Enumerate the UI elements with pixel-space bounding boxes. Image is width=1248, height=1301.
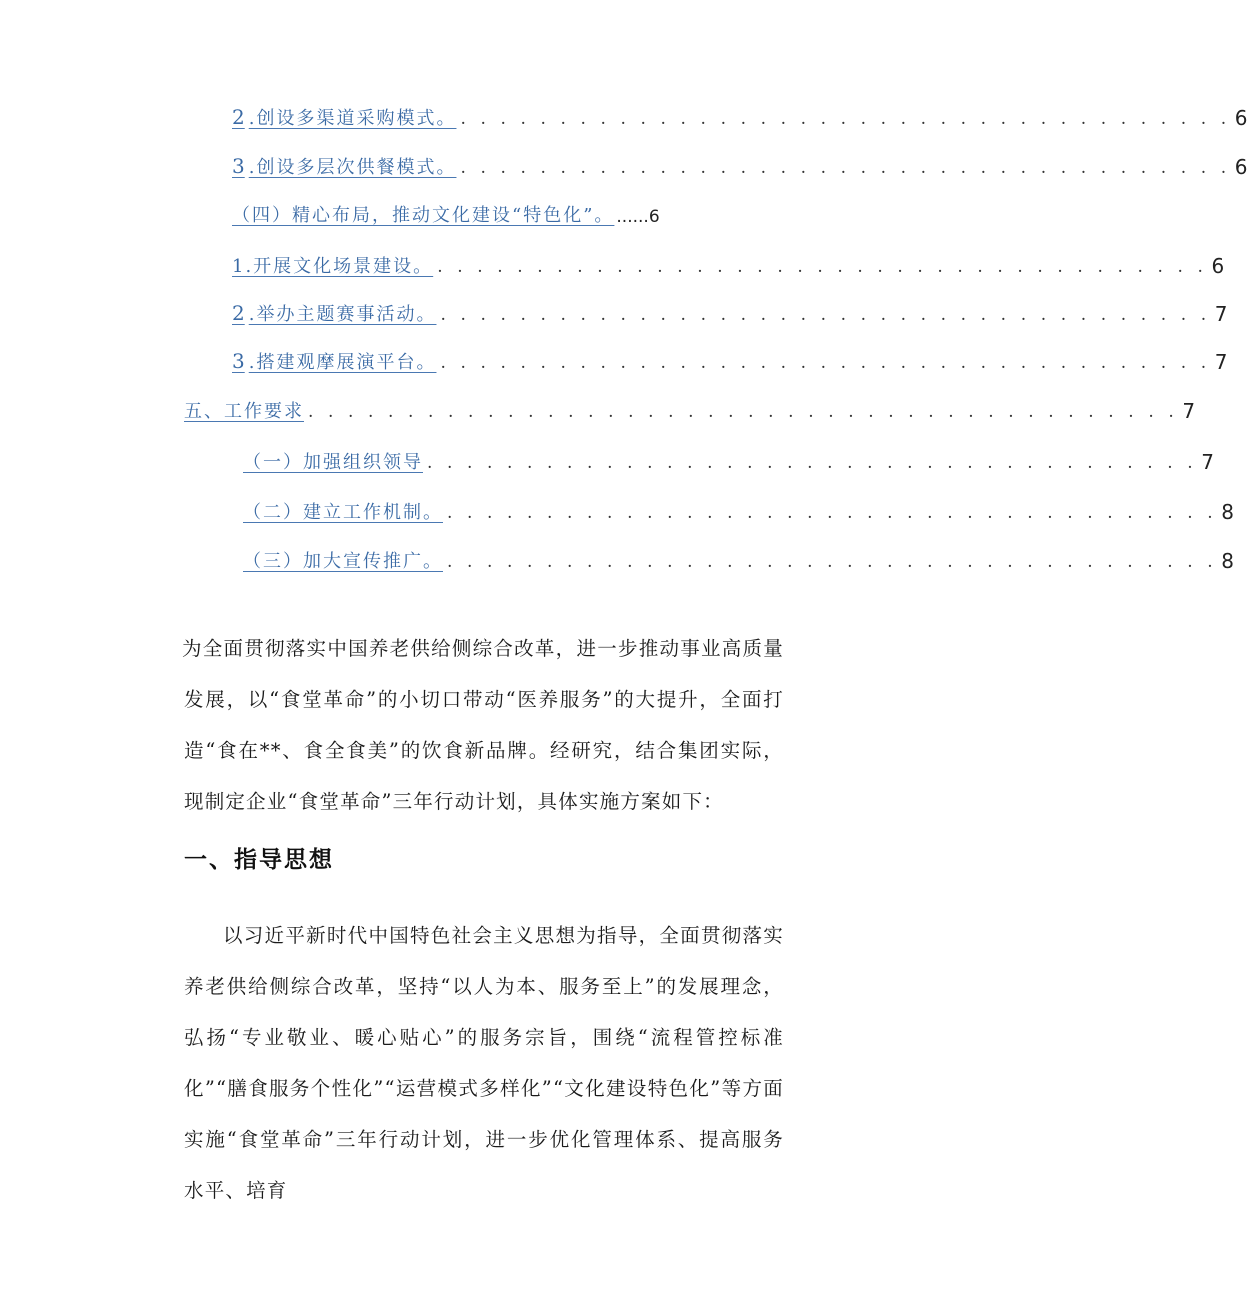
toc-title: （二）建立工作机制。 — [243, 502, 443, 523]
toc-page-number: 6 — [1234, 155, 1248, 179]
toc-link[interactable] — [232, 153, 456, 179]
toc-page-number: 7 — [1214, 302, 1228, 326]
toc-link[interactable] — [243, 547, 443, 573]
toc-leader-dots: . . . . . . . . . . . . . . . . . . . . . . . . . . . . . . . . . . . . . . . — [437, 257, 1208, 277]
toc-page-number: 7 — [1214, 350, 1228, 374]
toc-entry[interactable] — [232, 344, 1228, 374]
toc-title: .创设多渠道采购模式。 — [248, 108, 457, 129]
toc-page-number: 6 — [1211, 254, 1225, 278]
toc-title: .举办主题赛事活动。 — [248, 304, 437, 325]
toc-title: （一）加强组织领导 — [243, 452, 423, 473]
toc-number: 3 — [232, 154, 245, 178]
toc-link[interactable] — [243, 498, 443, 524]
toc-page-number: 6 — [1234, 106, 1248, 130]
section-body-paragraph — [184, 910, 784, 1216]
toc-link[interactable] — [243, 448, 423, 474]
toc-entry[interactable] — [232, 100, 1248, 130]
toc-number: 2 — [232, 105, 245, 129]
toc-entry[interactable] — [232, 197, 772, 227]
toc-page-number: 8 — [1221, 549, 1235, 573]
toc-link[interactable] — [232, 252, 433, 278]
toc-page-number: 7 — [1182, 399, 1196, 423]
section-body-text: 以习近平新时代中国特色社会主义思想为指导，全面贯彻落实养老供给侧综合改革，坚持“以人为本、服务至上”的发展理念，弘扬“专业敬业、暖心贴心”的服务宗旨，围绕“流程管控标准化”“膳食服务个性化”“运营模式多样化”“文化建设特色化”等方面实施“食堂革命”三年行动计划，进一步优化管理体系、提高服务水平、培育 — [184, 924, 784, 1202]
toc-entry[interactable] — [232, 149, 1248, 179]
toc-title: （三）加大宣传推广。 — [243, 551, 443, 572]
toc-leader-dots: . . . . . . . . . . . . . . . . . . . . . . . . . . . . . . . . . . . . . . . — [460, 109, 1231, 129]
toc-title: （四）精心布局，推动文化建设“特色化”。 — [232, 205, 615, 226]
toc-title: .创设多层次供餐模式。 — [248, 157, 457, 178]
toc-entry[interactable] — [243, 444, 1215, 474]
toc-page-number: 7 — [1201, 450, 1215, 474]
toc-entry[interactable] — [184, 393, 1196, 423]
toc-entry[interactable] — [243, 494, 1235, 524]
toc-number: 2 — [232, 301, 245, 325]
toc-leader-dots: . . . . . . . . . . . . . . . . . . . . . . . . . . . . . . . . . . . . . . . — [447, 552, 1218, 572]
section-heading: 一、指导思想 — [184, 847, 334, 873]
toc-leader-dots: . . . . . . . . . . . . . . . . . . . . . . . . . . . . . . . . . . . . . . . — [440, 353, 1211, 373]
toc-link[interactable] — [232, 348, 436, 374]
toc-page-number: 8 — [1221, 500, 1235, 524]
toc-title: .搭建观摩展演平台。 — [248, 352, 437, 373]
toc-link[interactable] — [232, 300, 436, 326]
toc-entry[interactable] — [232, 296, 1228, 326]
toc-link[interactable] — [184, 397, 304, 423]
toc-number: 3 — [232, 349, 245, 373]
toc-entry[interactable] — [232, 248, 1225, 278]
toc-page-number: ......6 — [616, 207, 660, 227]
intro-paragraph — [184, 623, 784, 827]
toc-link[interactable] — [232, 104, 456, 130]
toc-leader-dots: . . . . . . . . . . . . . . . . . . . . . . . . . . . . . . . . . . . . . . . — [460, 158, 1231, 178]
toc-title: 五、工作要求 — [184, 401, 304, 422]
toc-leader-dots: . . . . . . . . . . . . . . . . . . . . . . . . . . . . . . . . . . . . . . . — [440, 305, 1211, 325]
intro-text: 为全面贯彻落实中国养老供给侧综合改革，进一步推动事业高质量发展，以“食堂革命”的小切口带动“医养服务”的大提升，全面打造“食在**、食全食美”的饮食新品牌。经研究，结合集团实际，现制定企业“食堂革命”三年行动计划，具体实施方案如下： — [182, 637, 784, 813]
toc-leader-dots: . . . . . . . . . . . . . . . . . . . . . . . . . . . . . . . . . . . . . . . . . . . . — [308, 402, 1179, 422]
toc-leader-dots: . . . . . . . . . . . . . . . . . . . . . . . . . . . . . . . . . . . . . . . — [447, 503, 1218, 523]
toc-entry[interactable] — [243, 543, 1235, 573]
toc-link[interactable] — [232, 201, 614, 227]
toc-leader-dots: . . . . . . . . . . . . . . . . . . . . . . . . . . . . . . . . . . . . . . . — [427, 453, 1198, 473]
toc-title: 1.开展文化场景建设。 — [232, 256, 434, 277]
